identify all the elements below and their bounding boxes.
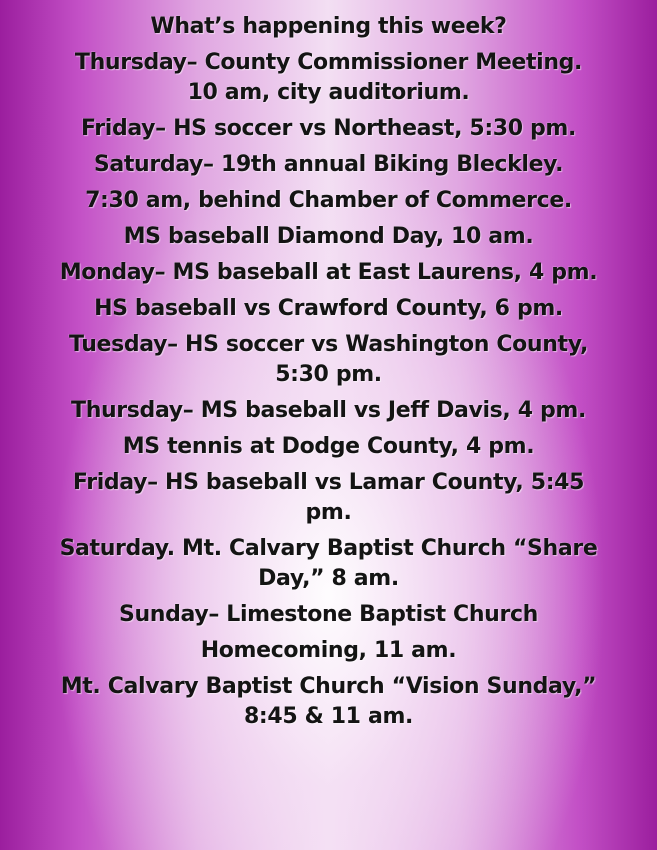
event-entry — [0, 186, 657, 216]
event-line: Friday– HS baseball vs Lamar County, 5:45 — [72, 470, 585, 495]
event-line: Saturday– 19th annual Biking Bleckley. — [93, 152, 564, 177]
event-line: Thursday– County Commissioner Meeting. — [74, 50, 583, 75]
event-entry — [0, 432, 657, 462]
event-entry — [0, 294, 657, 324]
event-line: MS tennis at Dodge County, 4 pm. — [122, 434, 535, 459]
event-line: Thursday– MS baseball vs Jeff Davis, 4 pm. — [71, 398, 586, 423]
events-listing — [0, 12, 657, 738]
event-entry — [0, 330, 657, 390]
event-entry — [0, 636, 657, 666]
event-entry — [0, 672, 657, 732]
event-line: Sunday– Limestone Baptist Church — [119, 602, 538, 627]
event-line: 10 am, city auditorium. — [187, 80, 470, 105]
event-line: pm. — [305, 500, 352, 525]
event-entry — [0, 48, 657, 108]
event-line: 8:45 & 11 am. — [243, 704, 414, 729]
event-entry — [0, 600, 657, 630]
event-line: Mt. Calvary Baptist Church “Vision Sunday,” — [60, 674, 597, 699]
event-line: Friday– HS soccer vs Northeast, 5:30 pm. — [80, 116, 577, 141]
event-entry — [0, 222, 657, 252]
event-line: Day,” 8 am. — [258, 566, 399, 591]
event-line: Tuesday– HS soccer vs Washington County, — [69, 332, 588, 357]
event-line: HS baseball vs Crawford County, 6 pm. — [94, 296, 563, 321]
event-entry — [0, 150, 657, 180]
event-entry — [0, 114, 657, 144]
event-line: 5:30 pm. — [275, 362, 382, 387]
event-entry — [0, 258, 657, 288]
event-line: 7:30 am, behind Chamber of Commerce. — [85, 188, 572, 213]
event-line: MS baseball Diamond Day, 10 am. — [123, 224, 534, 249]
event-line: Saturday. Mt. Calvary Baptist Church “Share — [59, 536, 598, 561]
event-entry — [0, 468, 657, 528]
event-line: Homecoming, 11 am. — [200, 638, 457, 663]
event-entry — [0, 534, 657, 594]
event-line: Monday– MS baseball at East Laurens, 4 pm. — [59, 260, 598, 285]
event-entry — [0, 396, 657, 426]
listing-heading: What’s happening this week? — [150, 14, 507, 39]
